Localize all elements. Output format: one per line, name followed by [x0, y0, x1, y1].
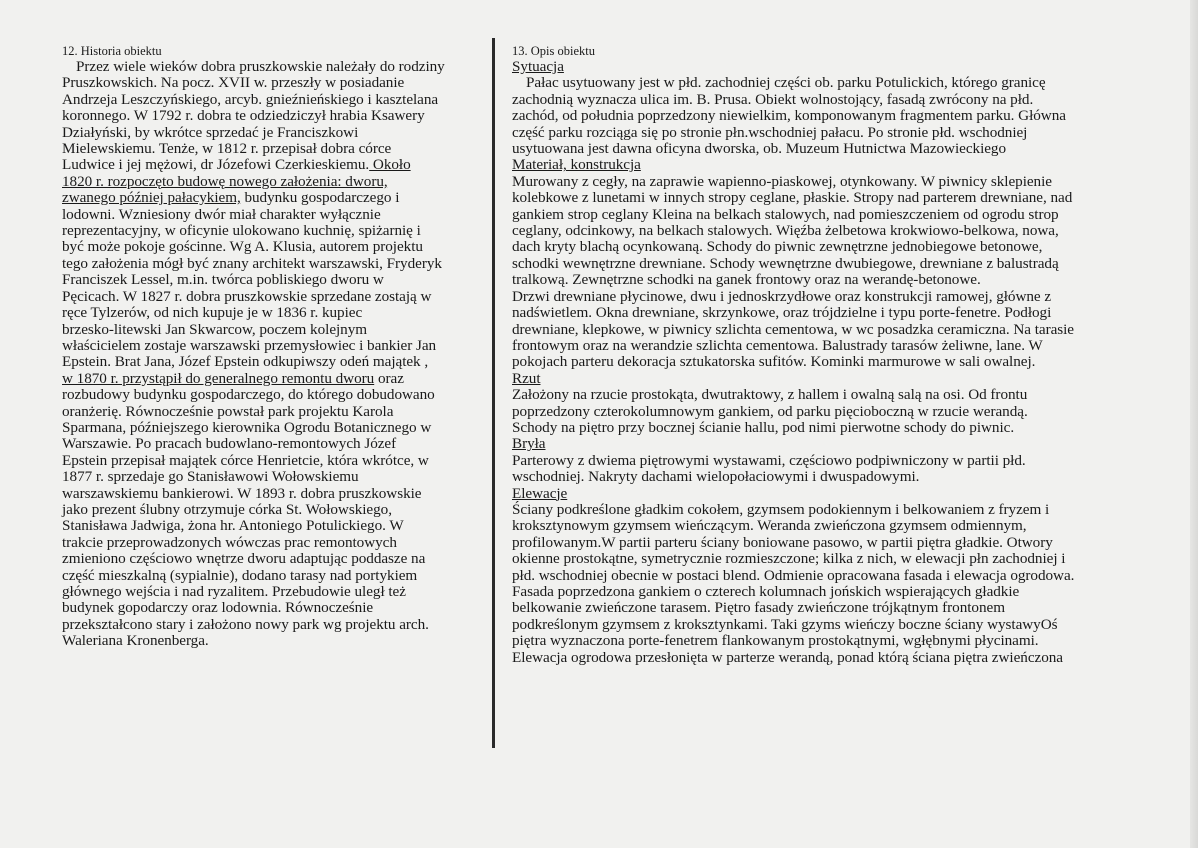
line-text: Parterowy z dwiema piętrowymi wystawami, częściowo podpiwniczony w partii płd. — [512, 451, 1026, 469]
text-line — [62, 174, 494, 190]
line-text: Pęcicach. W 1827 r. dobra pruszkowskie sprzedane zostają w — [62, 287, 432, 305]
line-text: tego założenia mógł być znany architekt warszawski, Fryderyk — [62, 254, 442, 272]
text-line — [62, 436, 494, 452]
text-line — [512, 256, 1137, 272]
line-text: brzesko-litewski Jan Skwarcow, poczem kolejnym — [62, 320, 368, 338]
text-line — [62, 272, 494, 288]
line-text: Pałac usytuowany jest w płd. zachodniej części ob. parku Potulickich, którego granicę — [526, 74, 1046, 92]
text-line — [512, 207, 1137, 223]
line-text: Sparmana, późniejszego kierownika Ogrodu Botanicznego w — [62, 418, 432, 436]
line-text: budynek gopodarczy oraz lodownia. Równocześnie — [62, 599, 374, 617]
text-line — [62, 289, 494, 305]
line-text: budynku gospodarczego i — [240, 189, 400, 207]
line-text: nadświetlem. Okna drewniane, skrzynkowe, oraz trójdzielne i typu porte-fenetre. Podłogi — [512, 304, 1052, 322]
text-line — [62, 322, 494, 338]
line-text: 1877 r. sprzedaje go Stanisławowi Wołowskiemu — [62, 468, 359, 486]
text-line — [62, 551, 494, 567]
line-text: zachodnią wyznacza ulica im. B. Prusa. Obiekt wolnostojący, fasadą zwrócony na płd. — [512, 90, 1034, 108]
line-text: część parku rozciąga się po stronie płn.wschodniej pałacu. Po stronie płd. wschodniej — [512, 123, 1028, 141]
underlined-text: zwanego później pałacykiem, — [62, 189, 241, 207]
text-line — [62, 207, 494, 223]
text-line — [512, 92, 1137, 108]
text-line — [512, 174, 1137, 190]
text-line — [62, 354, 494, 370]
line-text: podkreślonym gzymsem z kroksztynkami. Taki gzyms wieńczy boczne ściany wystawyOś — [512, 615, 1058, 633]
line-text: gankiem strop ceglany Kleina na belkach stalowych, nad pomieszczeniem od ogrodu strop — [512, 205, 1059, 223]
line-text: reprezentacyjny, w oficynie ulokowano kuchnię, spiżarnię i — [62, 222, 421, 240]
line-text: Schody na piętro przy bocznej ścianie hallu, pod nimi pierwotne schody do piwnic. — [512, 418, 1015, 436]
text-line — [62, 256, 494, 272]
subheading-text: Materiał, konstrukcja — [512, 156, 641, 174]
line-text: frontowym oraz na werandzie szlichta cementowa. Balustrady tarasów żeliwne, lane. W — [512, 336, 1043, 354]
subheading — [512, 157, 1137, 173]
subheading-text: Sytuacja — [512, 58, 564, 75]
subheading — [512, 486, 1137, 502]
line-text: wschodniej. Nakryty dachami wielopołaciowymi i dwuspadowymi. — [512, 468, 920, 486]
text-line — [512, 223, 1137, 239]
text-line — [62, 420, 494, 436]
text-line — [512, 633, 1137, 649]
line-text: rozbudowy budynku gospodarczego, do którego dobudowano — [62, 386, 435, 404]
underlined-text: 1820 r. rozpoczęto budowę nowego założenia: dworu, — [62, 172, 388, 190]
text-line — [62, 239, 494, 255]
text-line — [512, 420, 1137, 436]
text-line — [62, 568, 494, 584]
subheading-text: Elewacje — [512, 484, 568, 502]
text-line — [512, 125, 1137, 141]
text-line — [512, 75, 1137, 91]
text-line — [62, 453, 494, 469]
line-text: Pruszkowskich. Na pocz. XVII w. przeszły w posiadanie — [62, 74, 405, 92]
text-line — [62, 108, 494, 124]
text-line — [512, 650, 1137, 666]
text-line — [62, 141, 494, 157]
line-text: ceglany, odcinkowy, na belkach stalowych. Więźba żelbetowa krokwiowo-belkowa, nowa, — [512, 222, 1059, 240]
subheading-text: Bryła — [512, 435, 546, 453]
text-line — [62, 125, 494, 141]
text-line — [62, 518, 494, 534]
subheading — [512, 371, 1137, 387]
text-line — [62, 157, 494, 173]
scan-edge — [1190, 0, 1198, 848]
line-text: przekształcono stary i założono nowy park wg projektu arch. — [62, 615, 429, 633]
line-text: właścicielem zostaje warszawski przemysłowiec i bankier Jan — [62, 336, 437, 354]
description-column — [512, 44, 1137, 666]
line-text: część mieszkalną (sypialnie), dodano tarasy nad portykiem — [62, 566, 418, 584]
line-text: drewniane, klepkowe, w piwnicy szlichta cementowa, w wc posadzka ceramiczna. Na tarasie — [512, 320, 1074, 338]
text-line — [62, 633, 494, 649]
text-line — [512, 404, 1137, 420]
line-text: Waleriana Kronenberga. — [62, 632, 209, 650]
text-line — [62, 75, 494, 91]
line-text: głównego wejścia i nad ryzalitem. Przebudowie uległ też — [62, 583, 406, 600]
text-line — [512, 272, 1137, 288]
line-text: zachód, od południa poprzedzony niewielkim, komponowanym fragmentem parku. Główna — [512, 107, 1066, 125]
underlined-text: w 1870 r. przystąpił do generalnego remontu dworu — [62, 369, 375, 387]
text-line — [512, 338, 1137, 354]
line-text: belkowanie zwieńczone tarasem. Piętro fasady zwieńczone trójkątnym frontonem — [512, 599, 1005, 617]
line-text: Elewacja ogrodowa przesłonięta w parterze werandą, ponad którą ściana piętra zwieńczona — [512, 648, 1063, 666]
line-text: Działyński, by wkrótce sprzedać je Franciszkowi — [62, 123, 359, 141]
line-text: koronnego. W 1792 r. dobra te odziedziczył hrabia Ksawery — [62, 107, 425, 125]
text-line — [512, 600, 1137, 616]
line-text: poprzedzony czterokolumnowym gankiem, od parku pięcioboczną w rzucie werandą. — [512, 402, 1028, 420]
text-line — [512, 354, 1137, 370]
text-line — [512, 584, 1137, 600]
line-text: Warszawie. Po pracach budowlano-remontowych Józef — [62, 435, 397, 453]
text-line — [512, 535, 1137, 551]
line-text: oranżerię. Równocześnie powstał park projektu Karola — [62, 402, 394, 420]
line-text: tralkową. Zewnętrzne schodki na ganek frontowy oraz na werandę-betonowe. — [512, 271, 981, 289]
line-text: Stanisława Jadwiga, żona hr. Antoniego Potulickiego. W — [62, 517, 404, 535]
line-text: Murowany z cegły, na zaprawie wapienno-piaskowej, otynkowany. W piwnicy sklepienie — [512, 172, 1052, 190]
text-line — [62, 223, 494, 239]
text-line — [62, 486, 494, 502]
text-line — [62, 469, 494, 485]
text-line — [62, 371, 494, 387]
text-line — [512, 551, 1137, 567]
line-text: Drzwi drewniane płycinowe, dwu i jednoskrzydłowe oraz konstrukcji ramowej, główne z — [512, 287, 1052, 305]
line-text: być może pokoje gościnne. Wg A. Klusia, autorem projektu — [62, 238, 423, 256]
text-line — [62, 600, 494, 616]
text-line — [62, 338, 494, 354]
line-text: dach kryty blachą ocynkowaną. Schody do piwnic zewnętrzne jednobiegowe betonowe, — [512, 238, 1043, 256]
description-heading: 13. Opis obiektu — [512, 44, 595, 58]
line-text: Przez wiele wieków dobra pruszkowskie należały do rodziny — [76, 58, 445, 75]
line-text: Mielewskiemu. Tenże, w 1812 r. przepisał dobra córce — [62, 140, 392, 158]
text-line — [512, 502, 1137, 518]
text-line — [62, 404, 494, 420]
text-line — [62, 535, 494, 551]
line-text: oraz — [374, 369, 404, 387]
line-text: Ściany podkreślone gładkim cokołem, gzymsem podokiennym i belkowaniem z fryzem i — [512, 500, 1050, 518]
text-line — [512, 518, 1137, 534]
line-text: Ludwice i jej mężowi, dr Józefowi Czerkieskiemu. — [62, 156, 370, 174]
line-text: Epstein przepisał majątek córce Henrietcie, która wkrótce, w — [62, 451, 429, 469]
line-text: profilowanym.W partii parteru ściany boniowane pasowo, w partii piętra gładkie. Otwory — [512, 533, 1053, 551]
line-text: Andrzeja Leszczyńskiego, arcyb. gnieźnieńskiego i kasztelana — [62, 90, 439, 108]
line-text: warszawskiemu bankierowi. W 1893 r. dobra pruszkowskie — [62, 484, 422, 502]
history-column — [62, 44, 494, 650]
text-line — [62, 59, 494, 75]
line-text: kroksztynowym gzymsem wieńczącym. Weranda zwieńczona gzymsem odmiennym, — [512, 517, 1027, 535]
text-line — [512, 453, 1137, 469]
line-text: jako prezent ślubny otrzymuje córka St. Wołowskiego, — [62, 500, 392, 518]
line-text: usytuowana jest dawna oficyna dworska, ob. Muzeum Hutnictwa Mazowieckiego — [512, 140, 1007, 158]
text-line — [62, 92, 494, 108]
description-text — [512, 59, 1137, 666]
line-text: schodki wewnętrzne drewniane. Schody wewnętrzne dwubiegowe, drewniane z balustradą — [512, 254, 1059, 272]
text-line — [512, 289, 1137, 305]
line-text: Założony na rzucie prostokąta, dwutraktowy, z hallem i owalną salą na osi. Od frontu — [512, 386, 1028, 404]
history-text — [62, 59, 494, 650]
text-line — [62, 617, 494, 633]
text-line — [512, 108, 1137, 124]
subheading — [512, 436, 1137, 452]
line-text: pokojach parteru dekoracja sztukatorska sufitów. Kominki marmurowe w sali owalnej. — [512, 353, 1036, 371]
text-line — [512, 568, 1137, 584]
line-text: trakcie przeprowadzonych wówczas prac remontowych — [62, 533, 397, 551]
text-line — [62, 305, 494, 321]
text-line — [512, 239, 1137, 255]
text-line — [512, 322, 1137, 338]
subheading-text: Rzut — [512, 369, 541, 387]
history-heading: 12. Historia obiektu — [62, 44, 162, 58]
text-line — [512, 305, 1137, 321]
underlined-text: Około — [369, 156, 411, 174]
text-line — [62, 584, 494, 600]
text-line — [512, 617, 1137, 633]
text-line — [512, 190, 1137, 206]
line-text: lodowni. Wzniesiony dwór miał charakter wyłącznie — [62, 205, 381, 223]
text-line — [512, 141, 1137, 157]
line-text: piętra wyznaczona porte-fenetrem flankowanym prostokątnymi, wgłębnymi płycinami. — [512, 632, 1039, 650]
line-text: ręce Tylzerów, od nich kupuje je w 1836 r. kupiec — [62, 304, 363, 322]
text-line — [62, 387, 494, 403]
line-text: zmieniono częściowo wnętrze dworu adaptując poddasze na — [62, 550, 426, 568]
subheading — [512, 59, 1137, 75]
text-line — [512, 469, 1137, 485]
line-text: Franciszek Lessel, m.in. twórca pobliskiego dworu w — [62, 271, 384, 289]
text-line — [512, 387, 1137, 403]
line-text: Fasada poprzedzona gankiem o czterech kolumnach jońskich wspierających gładkie — [512, 583, 1020, 600]
line-text: płd. wschodniej obecnie w postaci blend. Odmienie opracowana fasada i elewacja ogrodowa. — [512, 566, 1075, 584]
line-text: Epstein. Brat Jana, Józef Epstein odkupiwszy odeń majątek , — [62, 353, 429, 371]
text-line — [62, 502, 494, 518]
column-divider — [492, 38, 495, 748]
text-line — [62, 190, 494, 206]
line-text: okienne prostokątne, symetrycznie rozmieszczone; kilka z nich, w elewacji płn zachodniej i — [512, 550, 1066, 568]
line-text: kolebkowe z lunetami w innych stropy ceglane, płaskie. Stropy nad parterem drewniane, nad — [512, 189, 1073, 207]
